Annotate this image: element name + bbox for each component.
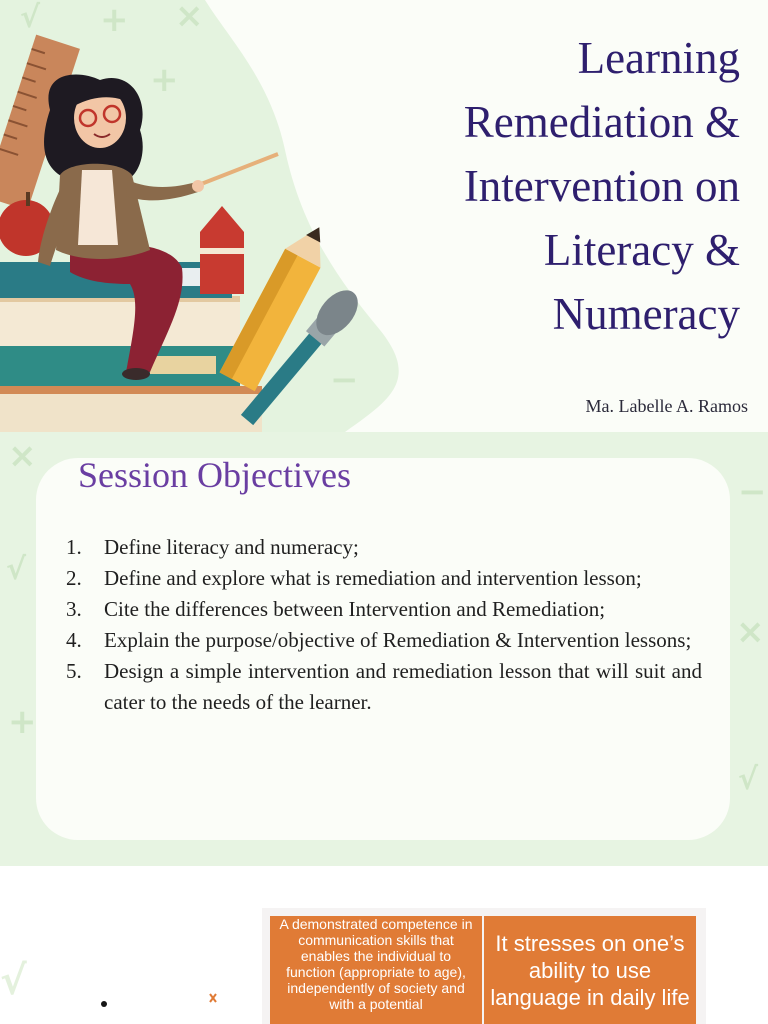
title-line: Learning: [577, 33, 740, 83]
literacy-definition-slide: [0, 866, 768, 1024]
author-name: Ma. Labelle A. Ramos: [585, 396, 748, 416]
list-item: [66, 625, 702, 656]
plus-symbol-icon: +: [150, 60, 179, 100]
item-number: 5.: [66, 659, 82, 683]
teacher-on-books-illustration: [0, 0, 360, 432]
cartoon-figure-illustration: [60, 986, 260, 1024]
title-line: Literacy &: [543, 225, 740, 275]
item-text: Define and explore what is remediation and intervention lesson;: [104, 566, 642, 590]
minus-symbol-icon: −: [738, 472, 767, 512]
list-item: [66, 656, 702, 718]
item-text: Design a simple intervention and remediation lesson that will suit and cater to the needs of the learner.: [104, 659, 702, 714]
item-text: Cite the differences between Intervention and Remediation;: [104, 597, 606, 621]
emphasis-box: [484, 916, 696, 1024]
sqrt-symbol-icon: √: [0, 958, 27, 1004]
sqrt-symbol-icon: √: [738, 762, 759, 797]
times-symbol-icon: ×: [736, 612, 765, 652]
objectives-heading: Session Objectives: [78, 455, 351, 495]
item-number: 3.: [66, 597, 82, 621]
sqrt-symbol-icon: √: [20, 0, 41, 35]
times-symbol-icon: ×: [175, 0, 204, 36]
item-number: 4.: [66, 628, 82, 652]
item-text: Explain the purpose/objective of Remediation & Intervention lessons;: [104, 628, 692, 652]
list-item: [66, 532, 702, 563]
list-item: [66, 563, 702, 594]
definition-text: A demonstrated competence in communication skills that enables the individual to function (appropriate to age), independently of society and with a potential: [279, 916, 473, 1012]
title-line: Remediation &: [463, 97, 740, 147]
slide-title: [320, 26, 740, 346]
list-item: [66, 594, 702, 625]
plus-symbol-icon: +: [8, 702, 37, 742]
emphasis-text: It stresses on one’s ability to use language in daily life: [490, 931, 690, 1010]
times-symbol-icon: ×: [8, 436, 37, 476]
item-number: 2.: [66, 566, 82, 590]
title-slide: [0, 0, 768, 432]
item-text: Define literacy and numeracy;: [104, 535, 359, 559]
minus-symbol-icon: −: [330, 360, 359, 400]
title-line: Numeracy: [552, 289, 740, 339]
plus-symbol-icon: +: [100, 0, 129, 40]
item-number: 1.: [66, 535, 82, 559]
definition-box: [270, 916, 482, 1024]
title-line: Intervention on: [463, 161, 740, 211]
sqrt-symbol-icon: √: [6, 552, 27, 587]
objectives-slide: [0, 432, 768, 866]
objectives-list: [66, 532, 702, 718]
